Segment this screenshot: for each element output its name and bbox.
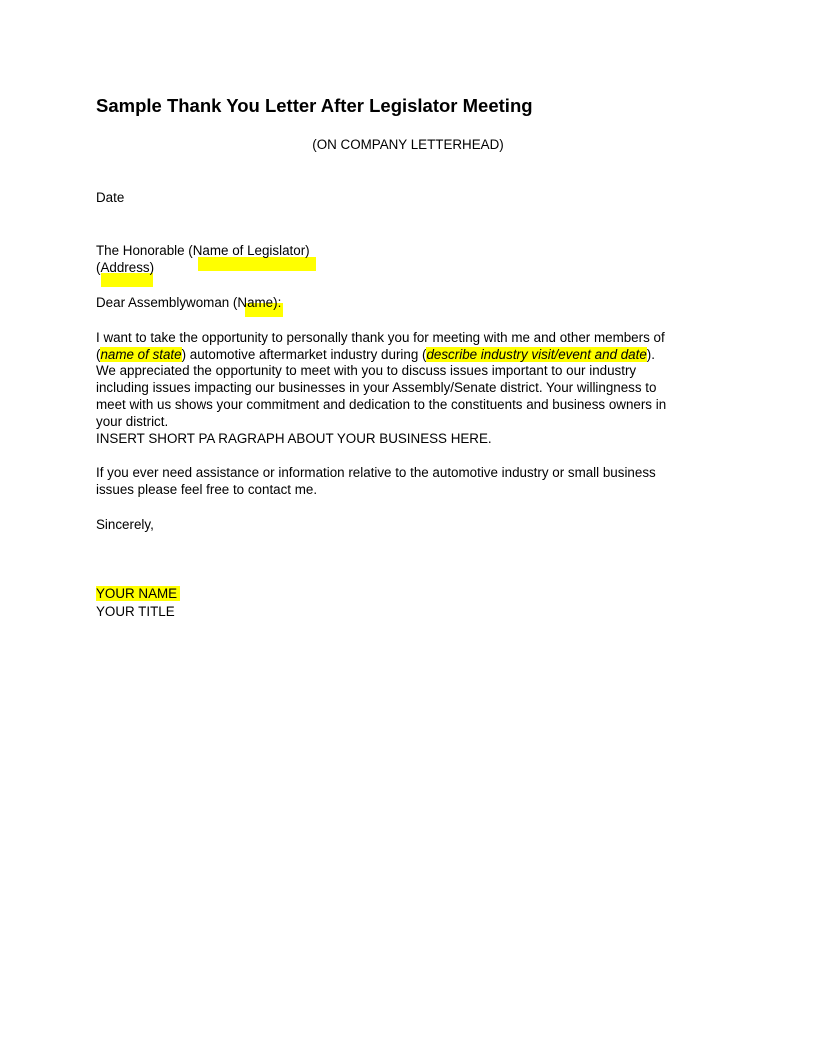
- addressee-line: [96, 242, 310, 259]
- highlight-block-legislator: [198, 257, 316, 271]
- signature-name-line: [96, 585, 180, 602]
- event-placeholder: describe industry visit/event and date: [426, 347, 647, 362]
- closing-line-2: issues please feel free to contact me.: [96, 482, 318, 497]
- address-close: ): [149, 260, 155, 275]
- body-line-2-mid: ) automotive aftermarket industry during (: [181, 347, 427, 362]
- salutation-prefix: Dear Assemblywoman (: [96, 295, 238, 310]
- body-line-1: I want to take the opportunity to personally thank you for meeting with me and other members of: [96, 330, 665, 345]
- state-open: (: [96, 347, 101, 362]
- legislator-name-placeholder: Name of Legislator: [192, 243, 306, 258]
- salutation-line: [96, 294, 281, 311]
- honorable-prefix: The Honorable (: [96, 243, 193, 258]
- body-line-5: meet with us shows your commitment and dedication to the constituents and business owners in: [96, 397, 667, 412]
- address-line: [96, 259, 154, 276]
- body-line-3: We appreciated the opportunity to meet with you to discuss issues important to our industry: [96, 363, 637, 378]
- business-paragraph-placeholder: INSERT SHORT PA RAGRAPH ABOUT YOUR BUSINESS HERE.: [96, 431, 492, 446]
- address-placeholder: Address: [100, 260, 150, 275]
- state-placeholder: name of state: [100, 347, 182, 362]
- body-line-6: your district.: [96, 414, 169, 429]
- body-line-4: including issues impacting our businesses in your Assembly/Senate district. Your willingness to: [96, 380, 657, 395]
- address-open: (: [96, 260, 101, 275]
- date-line: Date: [96, 190, 125, 205]
- letterhead-placeholder: (ON COMPANY LETTERHEAD): [312, 137, 504, 152]
- salutation-suffix: ):: [273, 295, 282, 310]
- signature-title-placeholder: YOUR TITLE: [96, 604, 175, 619]
- body-line-2: [96, 346, 655, 363]
- salutation-name-placeholder: Name: [237, 295, 274, 310]
- body-line-2-close: ).: [646, 347, 655, 362]
- signature-name-placeholder: YOUR NAME: [96, 586, 180, 601]
- closing-line-1: If you ever need assistance or information relative to the automotive industry or small business: [96, 465, 656, 480]
- document-title: Sample Thank You Letter After Legislator Meeting: [96, 95, 533, 116]
- honorable-close: ): [305, 243, 310, 258]
- signoff: Sincerely,: [96, 517, 154, 532]
